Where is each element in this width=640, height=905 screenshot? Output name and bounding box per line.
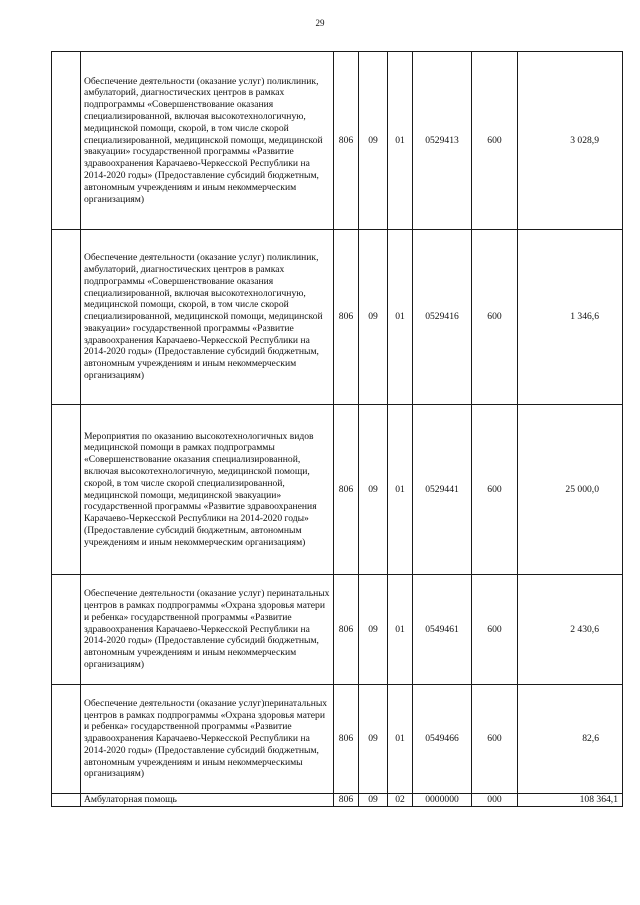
table-row xyxy=(52,52,623,230)
expense-type-code: 600 xyxy=(472,575,518,685)
table-row xyxy=(52,685,623,794)
ministry-code: 806 xyxy=(334,685,359,794)
target-article-code: 0549466 xyxy=(413,685,472,794)
subsection-code: 01 xyxy=(388,685,413,794)
amount-value: 82,6 xyxy=(518,685,623,794)
page-number: 29 xyxy=(315,18,325,28)
ministry-code: 806 xyxy=(334,405,359,575)
table-row xyxy=(52,575,623,685)
amount-value: 108 364,1 xyxy=(518,794,623,807)
section-code: 09 xyxy=(359,685,388,794)
expense-type-code: 600 xyxy=(472,405,518,575)
row-description: Амбулаторная помощь xyxy=(81,794,334,807)
subsection-code: 01 xyxy=(388,575,413,685)
ministry-code: 806 xyxy=(334,52,359,230)
row-number-cell xyxy=(52,575,81,685)
row-description: Мероприятия по оказанию высокотехнологичных видов медицинской помощи в рамках подпрограммы «Совершенствование оказания специализированной, включая высокотехнологичную, медицинской помощи, скорой, в том числе скорой специализированной, медицинской помощи, медицинской эвакуации» государственной программы «Развитие здравоохранения Карачаево-Черкесской Республики на 2014-2020 годы» (Предоставление субсидий бюджетным, автономным учреждениям и иным некоммерческим организациям) xyxy=(81,405,334,575)
section-code: 09 xyxy=(359,794,388,807)
row-description: Обеспечение деятельности (оказание услуг) перинатальных центров в рамках подпрограммы «Охрана здоровья матери и ребенка» государственной программы «Развитие здравоохранения Карачаево-Черкесской Республики на 2014-2020 годы» (Предоставление субсидий бюджетным, автономным учреждениям и иным некоммерческим организациям) xyxy=(81,575,334,685)
subsection-code: 02 xyxy=(388,794,413,807)
amount-value: 25 000,0 xyxy=(518,405,623,575)
target-article-code: 0529416 xyxy=(413,230,472,405)
subsection-code: 01 xyxy=(388,230,413,405)
row-number-cell xyxy=(52,52,81,230)
row-number-cell xyxy=(52,794,81,807)
amount-value: 3 028,9 xyxy=(518,52,623,230)
section-code: 09 xyxy=(359,52,388,230)
expense-type-code: 600 xyxy=(472,52,518,230)
ministry-code: 806 xyxy=(334,230,359,405)
budget-allocation-table xyxy=(51,51,623,807)
expense-type-code: 000 xyxy=(472,794,518,807)
row-description: Обеспечение деятельности (оказание услуг)перинатальных центров в рамках подпрограммы «Охрана здоровья матери и ребенка» государственной программы «Развитие здравоохранения Карачаево-Черкесской Республики на 2014-2020 годы» (Предоставление субсидий бюджетным, автономным учреждениям и иным некоммерческимы организациям) xyxy=(81,685,334,794)
expense-type-code: 600 xyxy=(472,230,518,405)
target-article-code: 0000000 xyxy=(413,794,472,807)
row-description: Обеспечение деятельности (оказание услуг) поликлиник, амбулаторий, диагностических центров в рамках подпрограммы «Совершенствование оказания специализированной, включая высокотехнологичную, медицинской помощи, скорой, в том числе скорой специализированной, медицинской помощи, медицинской эвакуации» государственной программы «Развитие здравоохранения Карачаево-Черкесской Республики на 2014-2020 годы» (Предоставление субсидий бюджетным, автономным учреждениям и иным некоммерческим организациям) xyxy=(81,52,334,230)
table-row-subtotal xyxy=(52,794,623,807)
target-article-code: 0549461 xyxy=(413,575,472,685)
expense-type-code: 600 xyxy=(472,685,518,794)
row-number-cell xyxy=(52,230,81,405)
subsection-code: 01 xyxy=(388,405,413,575)
amount-value: 1 346,6 xyxy=(518,230,623,405)
row-description: Обеспечение деятельности (оказание услуг) поликлиник, амбулаторий, диагностических центров в рамках подпрограммы «Совершенствование оказания специализированной, включая высокотехнологичную, медицинской помощи, скорой, в том числе скорой специализированной, медицинской помощи, медицинской эвакуации» государственной программы «Развитие здравоохранения Карачаево-Черкесской Республики на 2014-2020 годы» (Предоставление субсидий бюджетным, автономным учреждениям и иным некоммерческим организациям) xyxy=(81,230,334,405)
subsection-code: 01 xyxy=(388,52,413,230)
ministry-code: 806 xyxy=(334,575,359,685)
row-number-cell xyxy=(52,405,81,575)
table-row xyxy=(52,230,623,405)
section-code: 09 xyxy=(359,405,388,575)
section-code: 09 xyxy=(359,230,388,405)
row-number-cell xyxy=(52,685,81,794)
amount-value: 2 430,6 xyxy=(518,575,623,685)
section-code: 09 xyxy=(359,575,388,685)
ministry-code: 806 xyxy=(334,794,359,807)
table-row xyxy=(52,405,623,575)
target-article-code: 0529413 xyxy=(413,52,472,230)
target-article-code: 0529441 xyxy=(413,405,472,575)
